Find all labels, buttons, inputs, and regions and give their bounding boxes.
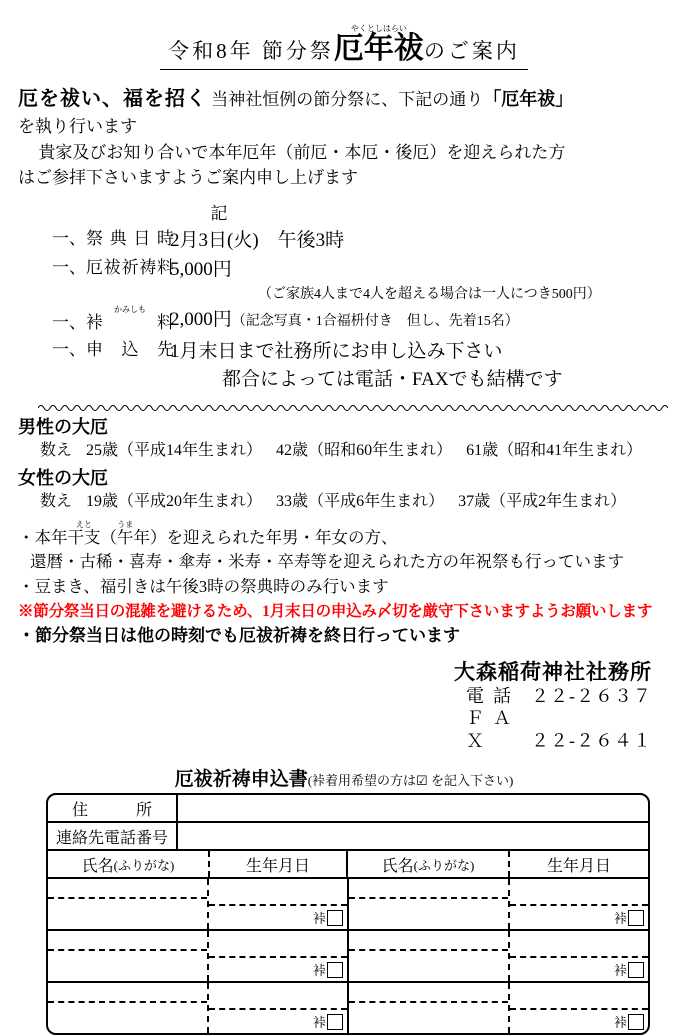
kamishimo-checkbox-right[interactable]	[614, 908, 644, 927]
checkbox-box-right[interactable]	[628, 1014, 644, 1030]
wavy-divider	[38, 403, 668, 411]
col-name-right-main: 氏名	[381, 857, 414, 875]
item-label-festival-datetime	[0, 226, 174, 252]
item-label-text-0: 祭 典 日 時	[86, 228, 174, 248]
note-line-3: ・豆まき、福引きは午後3時の祭典時のみ行います	[18, 577, 389, 597]
column-header-name-right	[348, 851, 510, 877]
kamishimo-checkbox-label-left: 裃	[312, 911, 326, 927]
note-eto-line	[18, 520, 670, 551]
male-entries	[18, 439, 670, 462]
column-header-birth-left: 生年月日	[210, 851, 348, 877]
name-input-left[interactable]	[48, 983, 209, 1033]
female-age-0: 19歳	[86, 493, 119, 511]
item-bullet-1: 一、	[52, 257, 86, 277]
notes-section	[18, 520, 670, 649]
checkbox-box-left[interactable]	[327, 1014, 343, 1030]
checkbox-box-right[interactable]	[628, 910, 644, 926]
title-era: 令和8年 節分祭	[168, 39, 334, 63]
item-bullet-3: 一、	[52, 339, 86, 359]
kamishimo-checkbox-label-right: 裃	[613, 911, 627, 927]
item-prayer-fee	[0, 255, 688, 284]
item-label-application	[0, 337, 174, 363]
kamishimo-checkbox-left[interactable]	[313, 960, 343, 979]
eto-ruby-wrap	[67, 519, 101, 547]
page-title	[0, 0, 688, 70]
kamishimo-checkbox-label-left: 裃	[312, 1015, 326, 1031]
form-title-main: 厄祓祈祷申込書	[174, 769, 308, 791]
item-note-application: 都合によっては電話・FAXでも結構です	[222, 369, 563, 391]
uma-ruby-wrap	[117, 519, 134, 547]
male-born-0: （平成14年生まれ）	[118, 441, 263, 459]
eto-text: 干支	[67, 527, 101, 547]
kamishimo-checkbox-left[interactable]	[313, 1012, 343, 1031]
table-row	[48, 879, 648, 931]
telephone-number: ２２-２６３７	[531, 685, 652, 706]
male-yakudoshi-section	[18, 415, 670, 462]
title-text	[0, 24, 688, 65]
kamishimo-note: （記念写真・1合福枡付き 但し、先着15名）	[231, 314, 519, 330]
checkbox-box-left[interactable]	[327, 962, 343, 978]
male-age-0: 25歳	[86, 441, 119, 459]
form-header-row	[48, 851, 648, 879]
item-label-text-1: 厄祓祈祷料	[86, 257, 174, 277]
shrine-telephone-line	[0, 685, 652, 708]
female-yakudoshi-section	[18, 466, 670, 513]
male-heading: 男性の大厄	[18, 416, 108, 437]
female-born-0: （平成20年生まれ）	[118, 493, 263, 511]
birth-input-left[interactable]	[209, 879, 349, 929]
male-prefix: 数え	[40, 441, 73, 459]
table-row	[48, 931, 648, 983]
item-bullet-0: 一、	[52, 228, 86, 248]
female-entries	[18, 490, 670, 513]
column-header-name-left	[48, 851, 210, 877]
birth-input-right[interactable]	[510, 879, 648, 929]
intro-paragraphs	[18, 84, 670, 191]
form-title-sub: (裃着用希望の方は☑ を記入下さい)	[307, 773, 514, 789]
title-underline	[160, 69, 528, 70]
note-warning: ※節分祭当日の混雑を避けるため、1月末日の申込み〆切を厳守下さいますようお願いします	[18, 602, 653, 620]
intro-line-3: 貴家及びお知り合いで本年厄年（前厄・本厄・後厄）を迎えられた方	[38, 142, 566, 162]
note-eto-mid: （	[100, 527, 117, 547]
title-main-with-ruby	[333, 24, 424, 65]
col-name-right-sub: (ふりがな)	[413, 857, 475, 873]
intro-line-1	[18, 84, 670, 114]
intro-line-4: はご参拝下さいますようご案内申し上げます	[18, 168, 358, 187]
male-born-1: （昭和60年生まれ）	[308, 441, 453, 459]
kamishimo-checkbox-label-right: 裃	[613, 963, 627, 979]
name-input-right[interactable]	[349, 879, 510, 929]
male-age-2: 61歳	[466, 441, 499, 459]
item-label-text-3: 申 込 先	[86, 339, 174, 359]
note-line-2: 還暦・古稀・喜寿・傘寿・米寿・卒寿等を迎えられた方の年祝祭も行っています	[30, 552, 624, 572]
female-born-2: （平成2年生まれ）	[490, 493, 627, 511]
birth-input-left[interactable]	[209, 983, 349, 1033]
item-value-festival-datetime: 2月3日(火) 午後3時	[170, 229, 345, 251]
kamishimo-checkbox-right[interactable]	[614, 960, 644, 979]
address-label-text: 住 所	[72, 801, 152, 819]
phone-input[interactable]	[178, 823, 648, 849]
intro-line1-emphasis: 「厄年祓」	[483, 89, 574, 109]
table-row	[48, 983, 648, 1033]
col-name-left-main: 氏名	[81, 857, 114, 875]
kamishimo-label-text: 裃 料	[86, 313, 174, 333]
intro-line1-rest: 当神社恒例の節分祭に、下記の通り	[211, 90, 484, 109]
fax-label: ＦＡＸ	[466, 708, 512, 751]
intro-lead: 厄を祓い、福を招く	[18, 88, 207, 110]
name-input-right[interactable]	[349, 983, 510, 1033]
kamishimo-checkbox-right[interactable]	[614, 1012, 644, 1031]
title-main: 厄年祓	[333, 32, 424, 65]
address-input[interactable]	[178, 795, 648, 821]
shrine-fax-line	[0, 707, 652, 752]
application-form-table	[46, 793, 650, 1035]
item-label-text-2	[86, 305, 174, 336]
checkbox-box-right[interactable]	[628, 962, 644, 978]
male-born-2: （昭和41年生まれ）	[498, 441, 643, 459]
address-label	[48, 795, 178, 821]
ki-marker: 記	[210, 203, 228, 223]
item-festival-datetime	[0, 226, 688, 255]
male-age-1: 42歳	[276, 441, 309, 459]
fax-number: ２２-２６４１	[531, 730, 652, 751]
birth-input-right[interactable]	[510, 983, 648, 1033]
kamishimo-checkbox-label-left: 裃	[312, 963, 326, 979]
item-label-kamishimo-fee	[0, 305, 174, 336]
note-line-4: ・節分祭当日は他の時刻でも厄祓祈祷を終日行っています	[18, 626, 460, 646]
name-input-left[interactable]	[48, 879, 209, 929]
kamishimo-amount: 2,000円	[170, 309, 232, 331]
birth-input-left[interactable]	[209, 931, 349, 981]
phone-label: 連絡先電話番号	[48, 823, 178, 849]
female-born-1: （平成6年生まれ）	[308, 493, 445, 511]
form-row-address	[48, 795, 648, 823]
item-application	[0, 337, 688, 366]
item-value-application: 1月末日まで社務所にお申し込み下さい	[170, 340, 503, 362]
birth-input-right[interactable]	[510, 931, 648, 981]
shrine-name: 大森稲荷神社社務所	[454, 659, 652, 684]
col-name-left-sub: (ふりがな)	[113, 857, 175, 873]
female-prefix: 数え	[40, 493, 73, 511]
title-main-ruby: やくとしはらい	[333, 24, 424, 33]
item-note-prayer-fee: （ご家族4人まで4人を超える場合は一人につき500円）	[258, 287, 601, 303]
kamishimo-ruby-wrap	[86, 305, 174, 333]
eto-ruby: えと	[67, 519, 101, 529]
note-eto-post: 年）を迎えられた年男・年女の方、	[133, 527, 398, 547]
title-tail: のご案内	[423, 39, 520, 63]
item-value-kamishimo-fee	[170, 305, 688, 334]
kamishimo-checkbox-label-right: 裃	[613, 1015, 627, 1031]
female-age-1: 33歳	[276, 493, 309, 511]
note-eto-prefix: ・本年	[18, 527, 68, 547]
item-label-prayer-fee	[0, 255, 174, 281]
column-header-birth-right: 生年月日	[546, 857, 611, 875]
female-heading: 女性の大厄	[18, 468, 108, 489]
item-value-prayer-fee: 5,000円	[170, 258, 232, 280]
telephone-label: 電 話	[466, 685, 512, 706]
uma-text: 午	[117, 527, 134, 547]
name-input-right[interactable]	[349, 931, 510, 981]
shrine-contact-block	[0, 659, 688, 753]
form-title	[0, 764, 688, 791]
uma-ruby: うま	[117, 519, 134, 529]
name-input-left[interactable]	[48, 931, 209, 981]
kamishimo-checkbox-left[interactable]	[313, 908, 343, 927]
intro-line-2: を執り行います	[18, 117, 137, 136]
item-bullet-2: 一、	[52, 313, 86, 333]
item-kamishimo-fee	[0, 305, 688, 336]
detail-items	[0, 226, 688, 395]
form-row-phone	[48, 823, 648, 851]
kamishimo-ruby: かみしも	[86, 305, 174, 315]
checkbox-box-left[interactable]	[327, 910, 343, 926]
female-age-2: 37歳	[458, 493, 491, 511]
